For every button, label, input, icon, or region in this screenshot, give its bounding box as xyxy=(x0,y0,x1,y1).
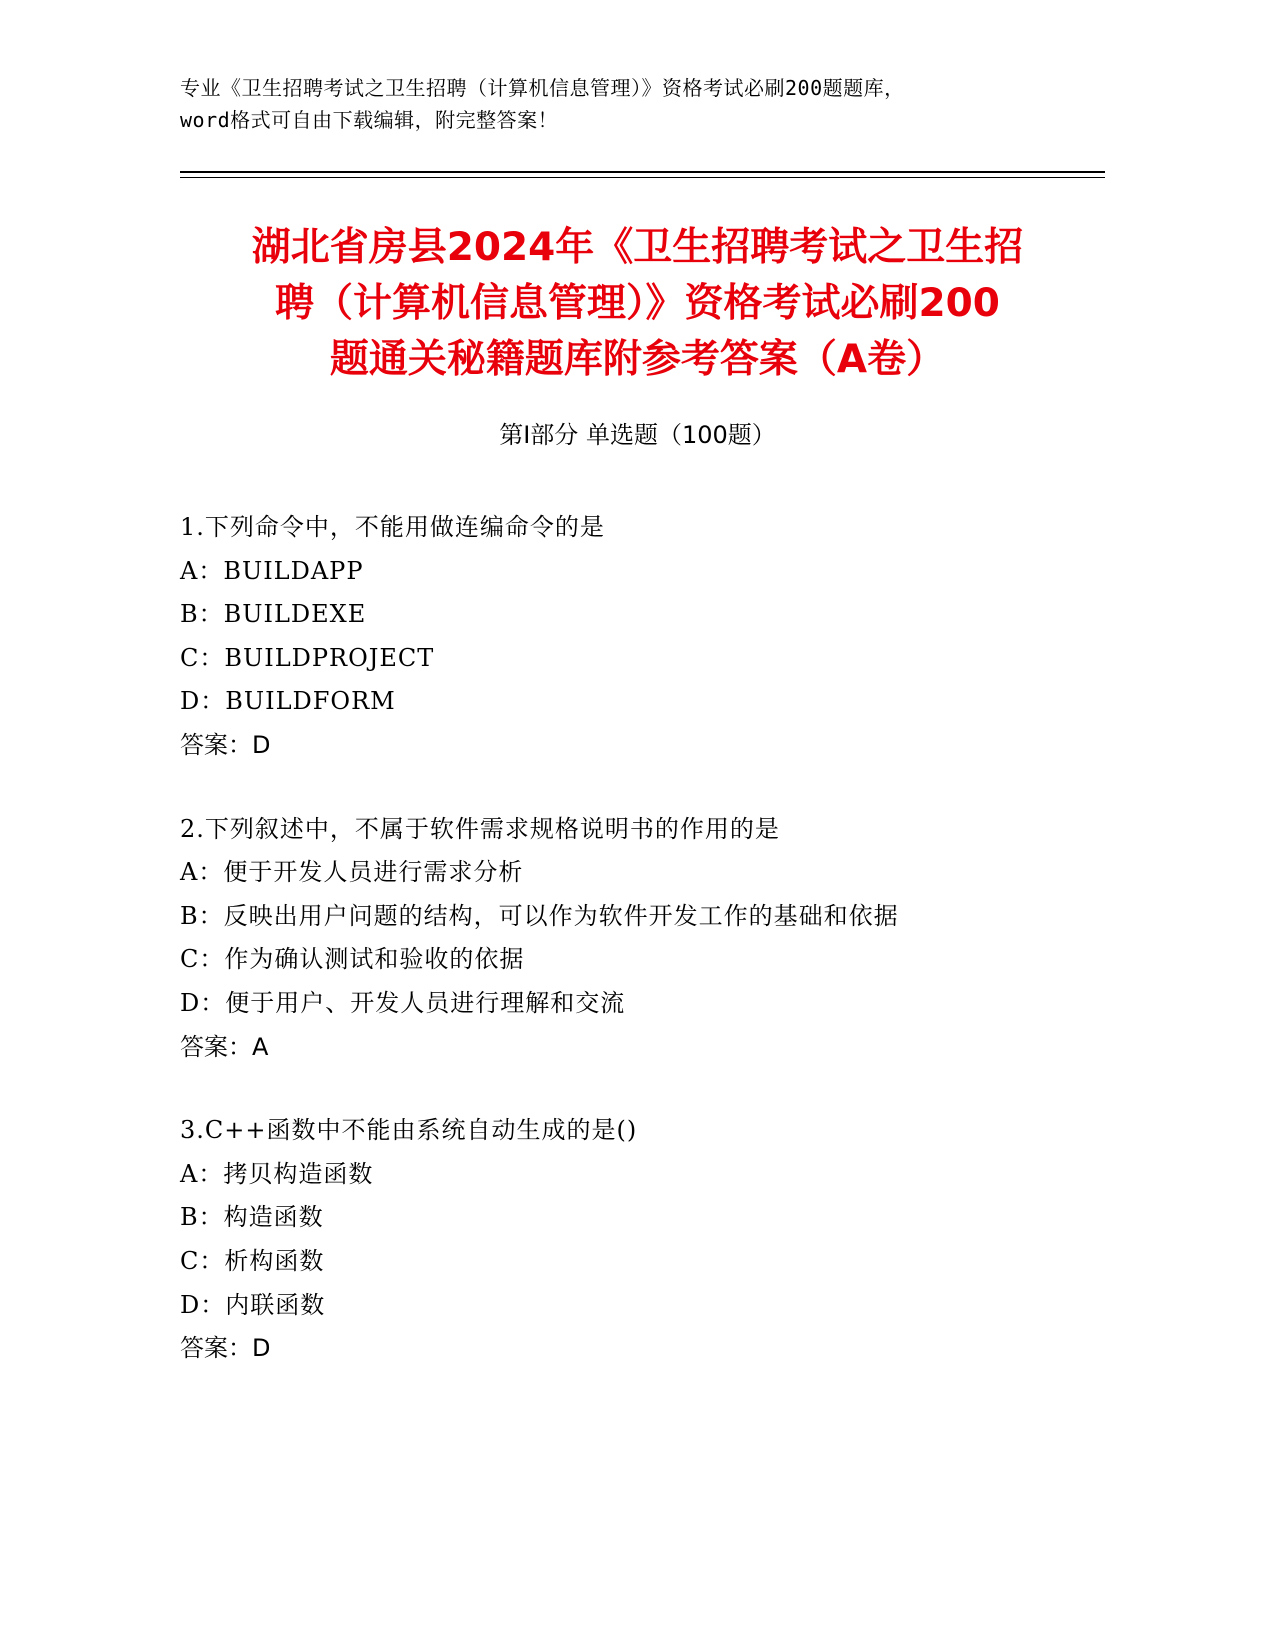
answer: 答案：D xyxy=(180,1334,271,1363)
option-a: A：拷贝构造函数 xyxy=(180,1159,374,1188)
document-title-line-2: 聘（计算机信息管理）》资格考试必刷200 xyxy=(275,281,1000,326)
option-d: D：内联函数 xyxy=(180,1290,326,1319)
answer: 答案：D xyxy=(180,730,271,759)
header-note-line-1: 专业《卫生招聘考试之卫生招聘（计算机信息管理）》资格考试必刷200题题库， xyxy=(180,76,905,100)
document-title-line-3: 题通关秘籍题库附参考答案（A卷） xyxy=(329,337,946,382)
option-a: A：便于开发人员进行需求分析 xyxy=(180,858,524,887)
question-2 xyxy=(180,808,1110,1070)
header-note xyxy=(180,72,1110,136)
option-c: C：析构函数 xyxy=(180,1246,325,1275)
option-c: C：BUILDPROJECT xyxy=(180,643,435,672)
header-divider-thick xyxy=(180,171,1105,173)
question-stem: 2.下列叙述中，不属于软件需求规格说明书的作用的是 xyxy=(180,814,780,843)
question-stem: 3.C++函数中不能由系统自动生成的是() xyxy=(180,1116,638,1145)
option-d: D：便于用户、开发人员进行理解和交流 xyxy=(180,988,626,1017)
question-1 xyxy=(180,506,1110,768)
option-d: D：BUILDFORM xyxy=(180,687,396,716)
section-heading: 第Ⅰ部分 单选题（100题） xyxy=(499,421,776,449)
option-b: B：BUILDEXE xyxy=(180,600,367,629)
option-a: A：BUILDAPP xyxy=(180,556,364,585)
header-note-line-2: word格式可自由下载编辑，附完整答案！ xyxy=(180,108,559,132)
question-stem: 1.下列命令中，不能用做连编命令的是 xyxy=(180,513,605,541)
question-3 xyxy=(180,1109,1110,1371)
document-title-line-1: 湖北省房县2024年《卫生招聘考试之卫生招 xyxy=(251,225,1024,270)
answer: 答案：A xyxy=(180,1032,269,1061)
question-list xyxy=(180,506,1110,1411)
option-b: B：反映出用户问题的结构，可以作为软件开发工作的基础和依据 xyxy=(180,901,899,930)
header-divider-thin xyxy=(180,177,1105,178)
option-c: C：作为确认测试和验收的依据 xyxy=(180,945,525,974)
option-b: B：构造函数 xyxy=(180,1203,324,1232)
document-title xyxy=(150,220,1125,388)
